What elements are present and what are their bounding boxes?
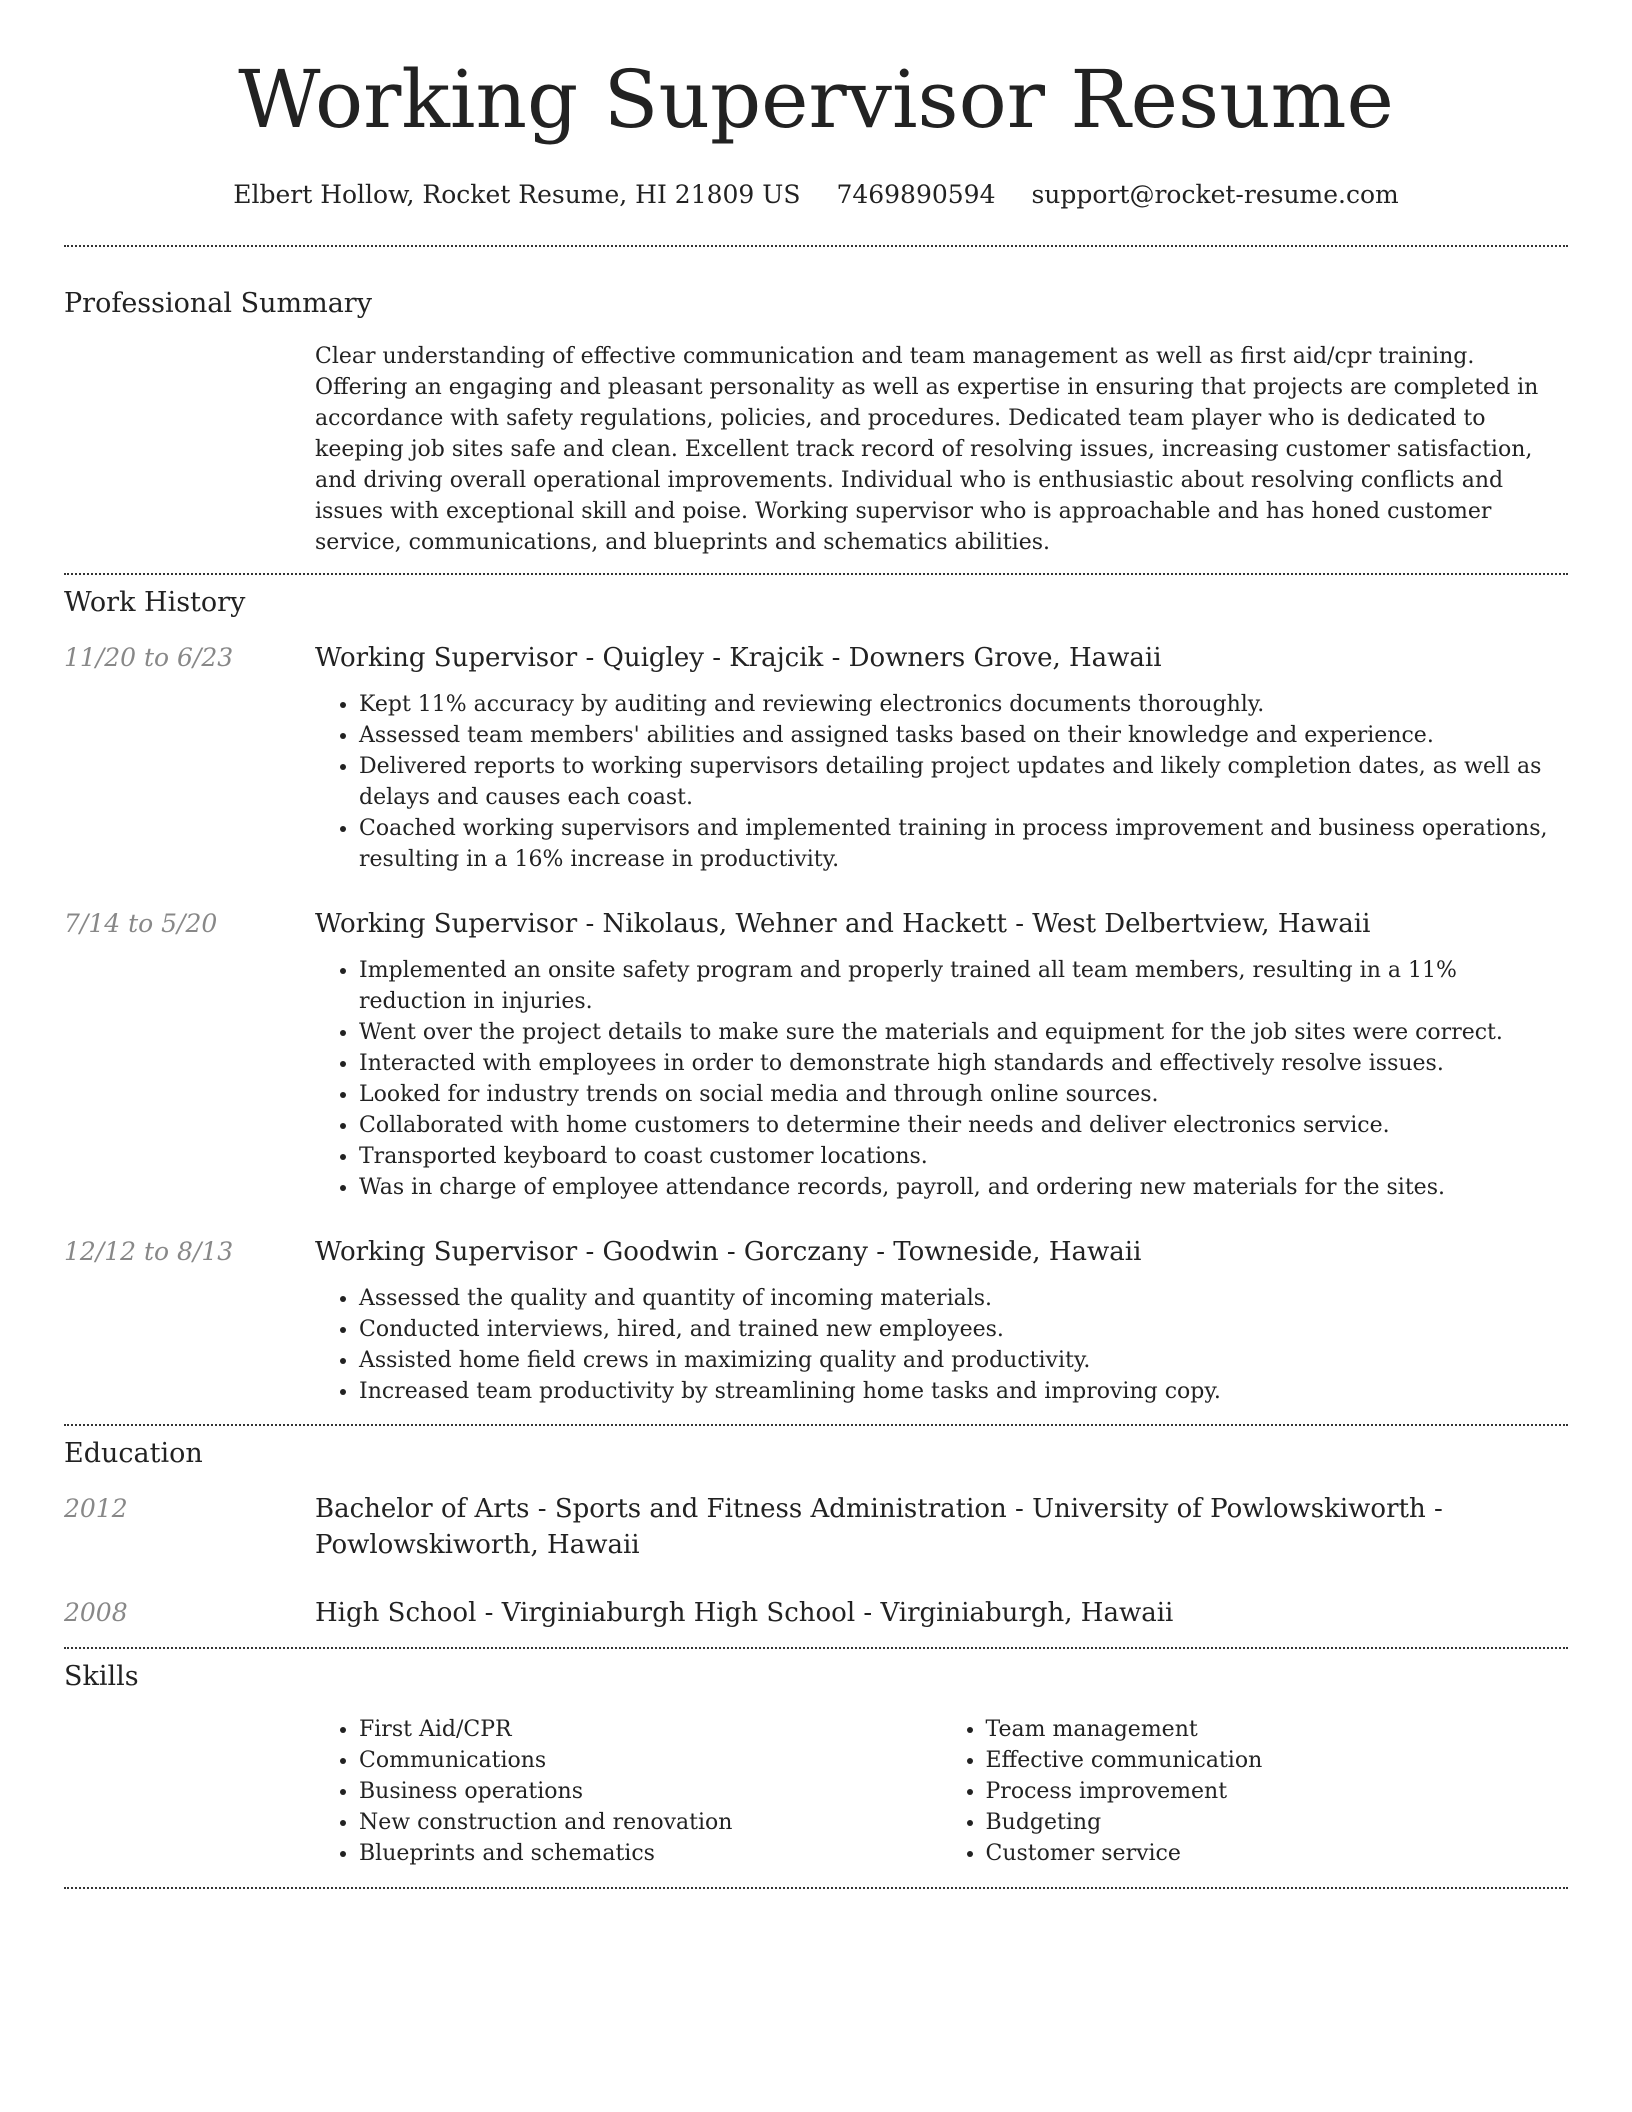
list-item: • Delivered reports to working supervisors detailing project updates and likely completion dates, as well as delays and causes each coast. [359,751,1568,813]
skill-item: • Business operations [359,1776,942,1807]
work-history-section [64,575,1568,1407]
education-degree: Bachelor of Arts - Sports and Fitness Administration [315,1494,1007,1524]
list-item: • Kept 11% accuracy by auditing and reviewing electronics documents thoroughly. [359,689,1568,720]
job-bullets [315,689,1568,875]
resume-header [64,0,1568,212]
skill-item: • Team management [986,1714,1569,1745]
contact-line [64,178,1568,212]
job-dates: 7/14 to 5/20 [64,909,218,938]
list-item: • Increased team productivity by streamlining home tasks and improving copy. [359,1376,1568,1407]
list-item: • Assessed team members' abilities and assigned tasks based on their knowledge and experience. [359,720,1568,751]
education-degree: High School [315,1598,477,1628]
section-title-work-history: Work History [64,587,246,618]
section-title-summary: Professional Summary [64,288,372,319]
education-year: 2012 [64,1494,128,1523]
job-employer: - Quigley - Krajcik - Downers Grove, Hawaii [577,643,1162,673]
skill-item: • Effective communication [986,1745,1569,1776]
skill-item: • Communications [359,1745,942,1776]
skills-section [64,1649,1568,1869]
skill-item: • First Aid/CPR [359,1714,942,1745]
contact-address: Elbert Hollow, Rocket Resume, HI 21809 US [233,180,801,209]
skill-item: • Process improvement [986,1776,1569,1807]
job-dates: 12/12 to 8/13 [64,1237,234,1266]
list-item: • Transported keyboard to coast customer locations. [359,1141,1568,1172]
list-item: • Was in charge of employee attendance records, payroll, and ordering new materials for the sites. [359,1172,1568,1203]
summary-text: Clear understanding of effective communication and team management as well as first aid/cpr training. Offering an engaging and pleasant personality as well as expertise in ensuring that projects are completed in accordance with safety regulations, policies, and procedures. Dedicated team player who is dedicated to keeping job sites safe and clean. Excellent track record of resolving issues, increasing customer satisfaction, and driving overall operational improvements. Individual who is enthusiastic about resolving conflicts and issues with exceptional skill and poise. Working supervisor who is approachable and has honed customer service, communications, and blueprints and schematics abilities. [315,344,1539,555]
education-year: 2008 [64,1598,128,1627]
job-entry [64,906,1568,1203]
education-heading [315,1595,1568,1631]
summary-section [64,247,1568,558]
education-section [64,1426,1568,1631]
contact-email: support@rocket-resume.com [1031,180,1399,209]
education-school: - Virginiaburgh High School - Virginiaburgh, Hawaii [476,1598,1174,1628]
list-item: • Implemented an onsite safety program and properly trained all team members, resulting in a 11% reduction in injuries. [359,955,1568,1017]
job-role: Working Supervisor [315,909,578,939]
divider [64,1887,1568,1889]
education-entry [64,1491,1568,1563]
job-bullets [315,955,1568,1203]
skill-item: • Budgeting [986,1807,1569,1838]
job-heading [315,906,1568,942]
list-item: • Interacted with employees in order to demonstrate high standards and effectively resolve issues. [359,1048,1568,1079]
list-item: • Looked for industry trends on social media and through online sources. [359,1079,1568,1110]
list-item: • Assisted home field crews in maximizing quality and productivity. [359,1345,1568,1376]
resume-title: Working Supervisor Resume [238,53,1394,146]
list-item: • Coached working supervisors and implemented training in process improvement and business operations, resulting in a 16% increase in productivity. [359,813,1568,875]
job-role: Working Supervisor [315,643,578,673]
list-item: • Collaborated with home customers to determine their needs and deliver electronics service. [359,1110,1568,1141]
section-title-skills: Skills [64,1661,139,1692]
list-item: • Went over the project details to make sure the materials and equipment for the job sites were correct. [359,1017,1568,1048]
section-title-education: Education [64,1438,203,1469]
job-employer: - Goodwin - Gorczany - Towneside, Hawaii [577,1237,1142,1267]
skills-list [315,1714,1568,1869]
skill-item: • Blueprints and schematics [359,1838,942,1869]
job-heading [315,1234,1568,1270]
list-item: • Conducted interviews, hired, and trained new employees. [359,1314,1568,1345]
education-school: - University of Powlowskiworth - Powlowskiworth, Hawaii [315,1494,1443,1560]
skills-column-left [315,1714,942,1869]
job-entry [64,1234,1568,1407]
job-role: Working Supervisor [315,1237,578,1267]
skills-column-right [942,1714,1569,1869]
education-heading [315,1491,1568,1563]
skill-item: • Customer service [986,1838,1569,1869]
job-entry [64,640,1568,875]
job-bullets [315,1283,1568,1407]
job-employer: - Nikolaus, Wehner and Hackett - West Delbertview, Hawaii [577,909,1371,939]
education-entry [64,1595,1568,1631]
contact-phone: 7469890594 [836,180,996,209]
skill-item: • New construction and renovation [359,1807,942,1838]
job-dates: 11/20 to 6/23 [64,643,234,672]
list-item: • Assessed the quality and quantity of incoming materials. [359,1283,1568,1314]
job-heading [315,640,1568,676]
